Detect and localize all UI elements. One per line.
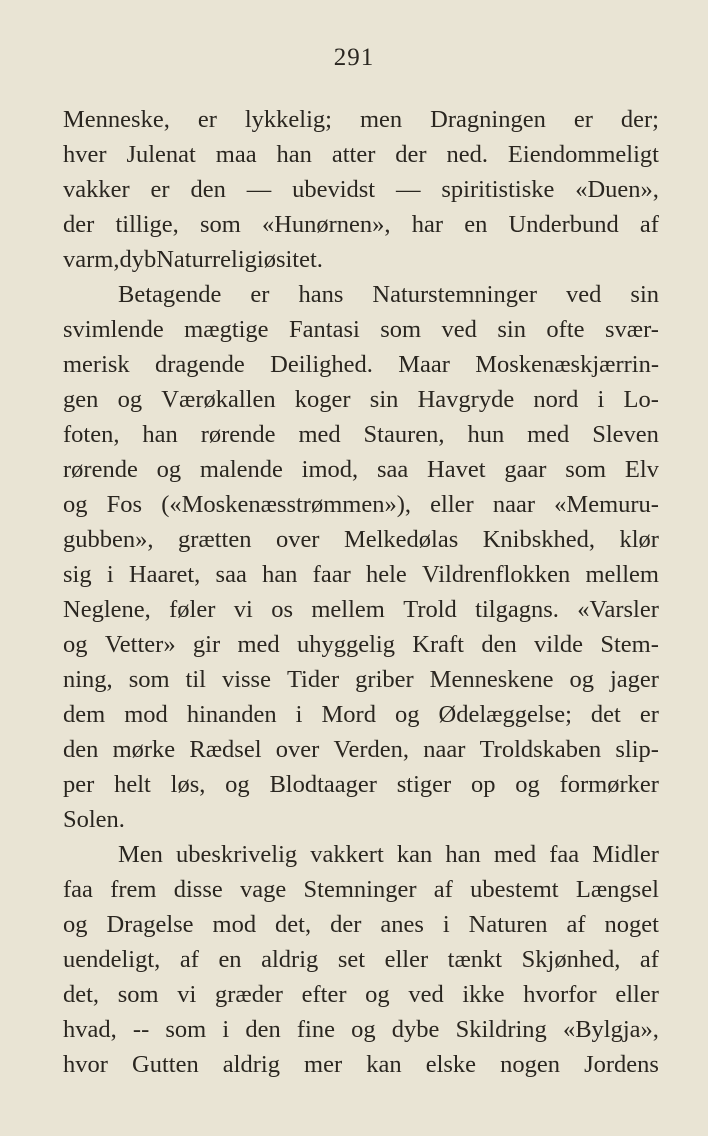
word: Sleven bbox=[592, 421, 659, 448]
word: føler bbox=[169, 596, 216, 623]
word: Verden, bbox=[333, 736, 409, 763]
word: der; bbox=[620, 106, 659, 133]
word: formørker bbox=[559, 771, 659, 798]
word: vi bbox=[177, 981, 197, 1008]
word: «Duen», bbox=[575, 176, 659, 203]
word: («Moskenæsstrømmen»), bbox=[161, 491, 411, 518]
word: vilde bbox=[534, 631, 584, 658]
word: koger bbox=[294, 386, 351, 413]
word: er bbox=[573, 106, 593, 133]
word: ikke bbox=[462, 981, 505, 1008]
word: -- bbox=[132, 1016, 150, 1043]
word: svimlende bbox=[63, 316, 164, 343]
word: malende bbox=[199, 456, 283, 483]
word: mer bbox=[304, 1051, 343, 1078]
word: Naturreligiøsitet. bbox=[156, 246, 323, 273]
word: og bbox=[569, 666, 594, 693]
word: Mord bbox=[321, 701, 376, 728]
word: «Varsler bbox=[577, 596, 659, 623]
word: Betagende bbox=[118, 281, 222, 308]
word: Eiendommeligt bbox=[507, 141, 659, 168]
word: mellem bbox=[311, 596, 385, 623]
word: Fantasi bbox=[289, 316, 360, 343]
word: en bbox=[218, 946, 242, 973]
word: af bbox=[566, 911, 586, 938]
word: Menneskene bbox=[429, 666, 554, 693]
word: elske bbox=[425, 1051, 477, 1078]
word: hvorfor bbox=[523, 981, 597, 1008]
word: — bbox=[246, 176, 272, 203]
word: Deilighed. bbox=[270, 351, 373, 378]
word: Havgryde bbox=[417, 386, 515, 413]
word: nogen bbox=[500, 1051, 561, 1078]
word: ubestemt bbox=[470, 876, 559, 903]
word: som bbox=[165, 1016, 207, 1043]
word: sin bbox=[369, 386, 399, 413]
word: mørke bbox=[112, 736, 176, 763]
word: Julenat bbox=[126, 141, 196, 168]
word: Underbund bbox=[508, 211, 619, 238]
text-line bbox=[63, 277, 659, 312]
word: per bbox=[63, 771, 95, 798]
word: hans bbox=[298, 281, 344, 308]
word: eller bbox=[430, 491, 474, 518]
text-line bbox=[63, 1047, 659, 1082]
text-line bbox=[63, 907, 659, 942]
word: ved bbox=[566, 281, 602, 308]
word: imod, bbox=[301, 456, 359, 483]
word: i bbox=[442, 911, 450, 938]
word: græder bbox=[214, 981, 283, 1008]
word: som bbox=[380, 316, 422, 343]
word: Gutten bbox=[132, 1051, 199, 1078]
word: den bbox=[190, 176, 226, 203]
word: og bbox=[63, 631, 88, 658]
word: han bbox=[276, 141, 312, 168]
word: Jordens bbox=[584, 1051, 659, 1078]
word: dyb bbox=[119, 246, 157, 273]
word: han bbox=[445, 841, 481, 868]
word: Tider bbox=[286, 666, 340, 693]
body-text bbox=[63, 102, 659, 1082]
word: Maar bbox=[398, 351, 450, 378]
page-number: 291 bbox=[333, 44, 375, 71]
word: saa bbox=[376, 456, 409, 483]
word: Kraft bbox=[412, 631, 464, 658]
text-line bbox=[63, 802, 659, 837]
word: til bbox=[185, 666, 206, 693]
word: i bbox=[295, 701, 303, 728]
word: og bbox=[117, 386, 143, 413]
word: dragende bbox=[155, 351, 245, 378]
word: ofte bbox=[546, 316, 585, 343]
word: har bbox=[411, 211, 444, 238]
word: anes bbox=[380, 911, 424, 938]
word: er bbox=[639, 701, 659, 728]
word: og bbox=[365, 981, 390, 1008]
word: og bbox=[394, 701, 420, 728]
word: over bbox=[275, 526, 320, 553]
word: uhyggelig bbox=[296, 631, 395, 658]
text-line bbox=[63, 312, 659, 347]
word: er bbox=[150, 176, 170, 203]
text-line bbox=[63, 1012, 659, 1047]
word: Skildring bbox=[455, 1016, 547, 1043]
word: i bbox=[106, 561, 114, 588]
word: og bbox=[225, 771, 250, 798]
word: mod bbox=[212, 911, 257, 938]
word: det, bbox=[63, 981, 100, 1008]
word: «Hunørnen», bbox=[261, 211, 391, 238]
word: det, bbox=[275, 911, 312, 938]
word: Havet bbox=[427, 456, 486, 483]
word: dem bbox=[63, 701, 106, 728]
word: tillige, bbox=[115, 211, 179, 238]
word: foten, bbox=[63, 421, 120, 448]
word: Menneske, bbox=[63, 106, 170, 133]
text-line bbox=[63, 942, 659, 977]
word: slip- bbox=[615, 736, 659, 763]
word: spiritistiske bbox=[441, 176, 555, 203]
word: over bbox=[275, 736, 320, 763]
word: og bbox=[63, 911, 88, 938]
word: gen bbox=[63, 386, 99, 413]
word: lykkelig; bbox=[244, 106, 332, 133]
word: jager bbox=[609, 666, 659, 693]
word: af bbox=[639, 946, 659, 973]
word: «Memuru- bbox=[554, 491, 659, 518]
word: Blodtaager bbox=[269, 771, 377, 798]
word: fine bbox=[296, 1016, 335, 1043]
word: Troldskaben bbox=[479, 736, 602, 763]
text-line bbox=[63, 522, 659, 557]
word: Melkedølas bbox=[343, 526, 459, 553]
word: naar bbox=[492, 491, 535, 518]
text-line bbox=[63, 837, 659, 872]
text-line bbox=[63, 697, 659, 732]
word: Naturen bbox=[468, 911, 548, 938]
word: Trold bbox=[403, 596, 457, 623]
word: klør bbox=[619, 526, 659, 553]
word: ved bbox=[408, 981, 444, 1008]
word: — bbox=[396, 176, 421, 203]
word: os bbox=[271, 596, 293, 623]
text-line bbox=[63, 137, 659, 172]
word: Værøkallen bbox=[161, 386, 276, 413]
text-line bbox=[63, 627, 659, 662]
word: Stem- bbox=[600, 631, 659, 658]
text-line bbox=[63, 417, 659, 452]
text-line bbox=[63, 452, 659, 487]
word: mod bbox=[124, 701, 168, 728]
word: og bbox=[63, 491, 88, 518]
word: faa bbox=[63, 876, 93, 903]
word: er bbox=[250, 281, 270, 308]
word: set bbox=[337, 946, 366, 973]
word: Men bbox=[118, 841, 163, 868]
word: af bbox=[639, 211, 659, 238]
text-line bbox=[63, 732, 659, 767]
word: som bbox=[565, 456, 607, 483]
word: eller bbox=[615, 981, 659, 1008]
word: ved bbox=[441, 316, 477, 343]
word: Længsel bbox=[575, 876, 659, 903]
word: Haaret, bbox=[128, 561, 201, 588]
word: vakkert bbox=[310, 841, 384, 868]
word: gaar bbox=[504, 456, 547, 483]
text-line bbox=[63, 592, 659, 627]
text-line bbox=[63, 102, 659, 137]
word: sin bbox=[630, 281, 659, 308]
word: aldrig bbox=[261, 946, 319, 973]
word: varm, bbox=[63, 246, 120, 273]
word: gir bbox=[192, 631, 221, 658]
word: som bbox=[199, 211, 241, 238]
word: der bbox=[330, 911, 362, 938]
word: i bbox=[222, 1016, 230, 1043]
word: sig bbox=[63, 561, 92, 588]
word: en bbox=[464, 211, 488, 238]
word: hele bbox=[365, 561, 407, 588]
word: hver bbox=[63, 141, 107, 168]
word: ning, bbox=[63, 666, 113, 693]
word: han bbox=[262, 561, 298, 588]
word: tænkt bbox=[447, 946, 503, 973]
word: Ødelæggelse; bbox=[438, 701, 572, 728]
word: svær- bbox=[604, 316, 659, 343]
word: Moskenæskjærrin- bbox=[475, 351, 659, 378]
word: og bbox=[515, 771, 540, 798]
word: i bbox=[597, 386, 605, 413]
word: rørende bbox=[200, 421, 276, 448]
word: «Bylgja», bbox=[562, 1016, 659, 1043]
word: noget bbox=[604, 911, 659, 938]
word: med bbox=[237, 631, 280, 658]
word: nord bbox=[533, 386, 579, 413]
word: op bbox=[470, 771, 496, 798]
word: der bbox=[395, 141, 427, 168]
word: vi bbox=[233, 596, 253, 623]
word: med bbox=[298, 421, 341, 448]
word: Midler bbox=[592, 841, 659, 868]
word: Stauren, bbox=[363, 421, 445, 448]
word: den bbox=[245, 1016, 281, 1043]
word: kan bbox=[396, 841, 433, 868]
word: tilgagns. bbox=[475, 596, 559, 623]
word: med bbox=[493, 841, 537, 868]
word: som bbox=[128, 666, 170, 693]
word: ubevidst bbox=[292, 176, 376, 203]
word: hvad, bbox=[63, 1016, 117, 1043]
word: Elv bbox=[624, 456, 659, 483]
word: den bbox=[481, 631, 517, 658]
word: Solen. bbox=[63, 806, 125, 833]
word: hun bbox=[467, 421, 505, 448]
word: hinanden bbox=[186, 701, 277, 728]
word: helt bbox=[114, 771, 151, 798]
text-line bbox=[63, 487, 659, 522]
word: saa bbox=[215, 561, 247, 588]
word: med bbox=[527, 421, 570, 448]
word: disse bbox=[173, 876, 223, 903]
word: det bbox=[590, 701, 621, 728]
word: faar bbox=[312, 561, 351, 588]
word: Vildrenflokken bbox=[422, 561, 571, 588]
word: og bbox=[351, 1016, 376, 1043]
word: gubben», bbox=[63, 526, 154, 553]
word: og bbox=[156, 456, 182, 483]
word: er bbox=[197, 106, 217, 133]
word: rørende bbox=[63, 456, 138, 483]
word: visse bbox=[221, 666, 271, 693]
word: af bbox=[433, 876, 453, 903]
word: grætten bbox=[177, 526, 252, 553]
word: Fos bbox=[106, 491, 143, 518]
word: maa bbox=[215, 141, 257, 168]
word: aldrig bbox=[222, 1051, 280, 1078]
text-line bbox=[63, 242, 659, 277]
word: stiger bbox=[396, 771, 452, 798]
word: sin bbox=[497, 316, 526, 343]
word: Stemninger bbox=[303, 876, 417, 903]
text-line bbox=[63, 977, 659, 1012]
text-line bbox=[63, 382, 659, 417]
word: ned. bbox=[446, 141, 488, 168]
word: den bbox=[63, 736, 99, 763]
word: merisk bbox=[63, 351, 130, 378]
text-line bbox=[63, 557, 659, 592]
text-line bbox=[63, 207, 659, 242]
word: vakker bbox=[63, 176, 130, 203]
word: faa bbox=[549, 841, 580, 868]
word: Knibskhed, bbox=[482, 526, 596, 553]
word: kan bbox=[366, 1051, 402, 1078]
word: mægtige bbox=[184, 316, 269, 343]
word: som bbox=[117, 981, 159, 1008]
text-line bbox=[63, 767, 659, 802]
word: dybe bbox=[391, 1016, 440, 1043]
word: han bbox=[142, 421, 178, 448]
text-line bbox=[63, 662, 659, 697]
word: men bbox=[359, 106, 403, 133]
word: ubeskrivelig bbox=[176, 841, 298, 868]
word: hvor bbox=[63, 1051, 108, 1078]
word: løs, bbox=[170, 771, 206, 798]
word: Lo- bbox=[623, 386, 659, 413]
word: efter bbox=[301, 981, 347, 1008]
word: Skjønhed, bbox=[521, 946, 621, 973]
text-line bbox=[63, 347, 659, 382]
word: eller bbox=[384, 946, 429, 973]
word: vage bbox=[240, 876, 287, 903]
word: Neglene, bbox=[63, 596, 151, 623]
word: frem bbox=[110, 876, 157, 903]
word: Naturstemninger bbox=[372, 281, 538, 308]
text-line bbox=[63, 172, 659, 207]
word: mellem bbox=[585, 561, 659, 588]
word: Dragelse bbox=[106, 911, 194, 938]
text-line bbox=[63, 872, 659, 907]
word: Rædsel bbox=[189, 736, 262, 763]
word: af bbox=[179, 946, 199, 973]
word: atter bbox=[331, 141, 376, 168]
word: Dragningen bbox=[430, 106, 546, 133]
word: Vetter» bbox=[104, 631, 176, 658]
word: uendeligt, bbox=[63, 946, 161, 973]
word: griber bbox=[355, 666, 414, 693]
word: der bbox=[63, 211, 95, 238]
word: naar bbox=[423, 736, 466, 763]
